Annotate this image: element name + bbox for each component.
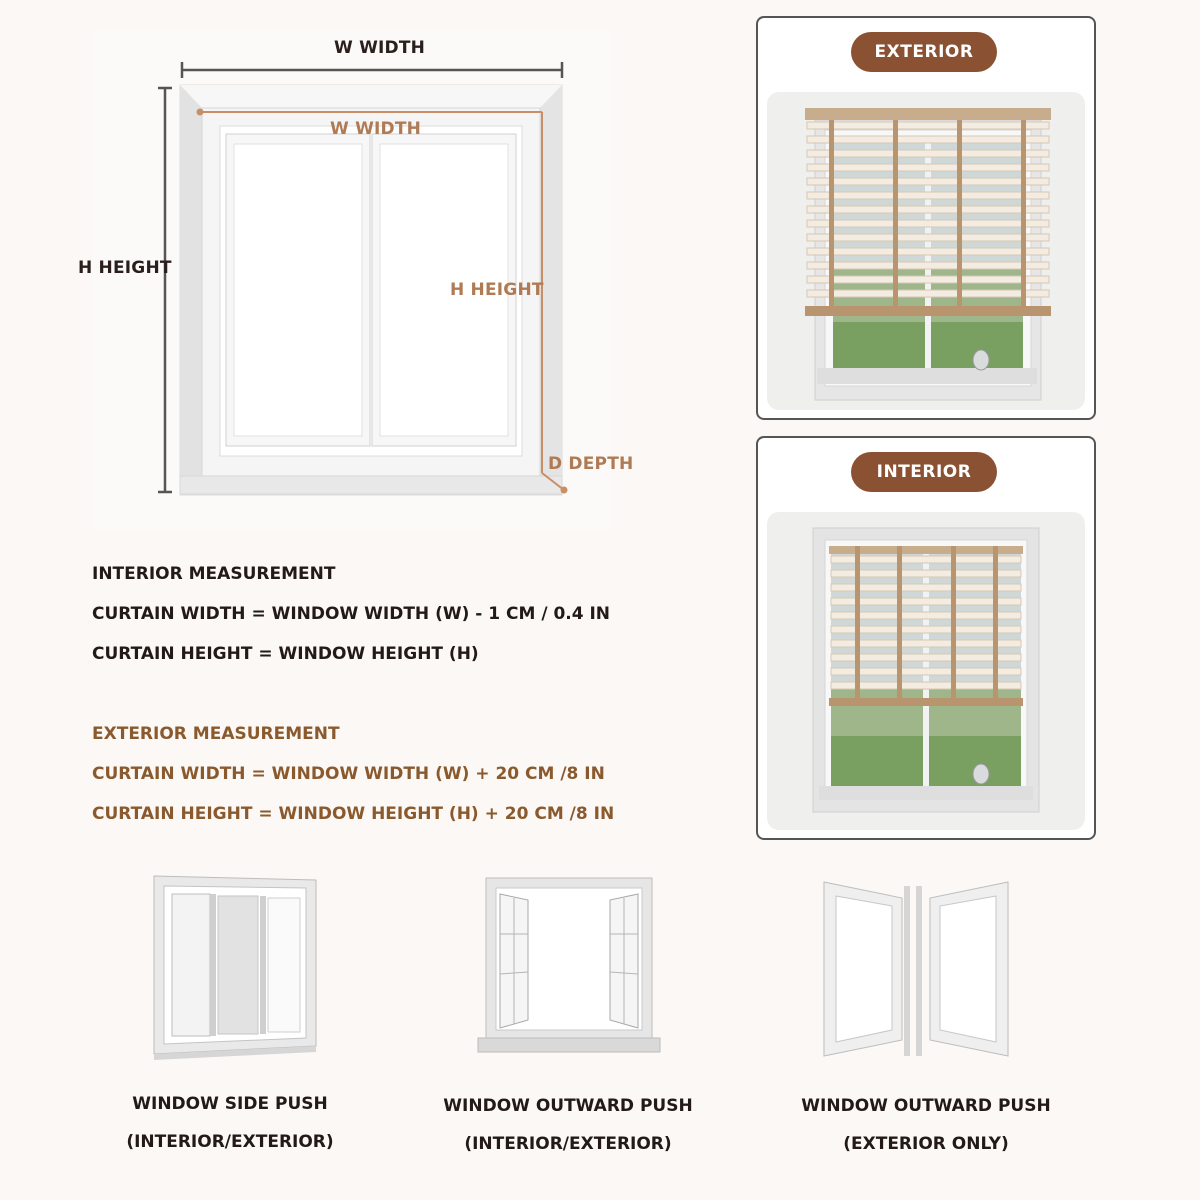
outward-push-caption-line2: (INTERIOR/EXTERIOR)	[464, 1134, 672, 1154]
outer-width-label: W WIDTH	[334, 38, 426, 58]
interior-width-formula: CURTAIN WIDTH = WINDOW WIDTH (W) - 1 CM / 0.4 IN	[92, 604, 611, 624]
depth-label: D DEPTH	[548, 454, 634, 474]
interior-panel	[756, 436, 1096, 840]
exterior-blind-photo	[767, 92, 1085, 410]
exterior-badge: EXTERIOR	[851, 32, 997, 72]
outward-push-caption	[418, 1096, 718, 1154]
inner-height-label: H HEIGHT	[450, 280, 544, 300]
interior-blind-photo	[767, 512, 1085, 830]
side-push-window-icon	[150, 870, 320, 1060]
side-push-caption-line2: (INTERIOR/EXTERIOR)	[126, 1132, 334, 1152]
outward-push-window-icon	[474, 872, 664, 1062]
interior-height-formula: CURTAIN HEIGHT = WINDOW HEIGHT (H)	[92, 644, 479, 664]
inner-width-label: W WIDTH	[330, 119, 422, 139]
outward-push-exterior-caption	[776, 1096, 1076, 1154]
exterior-measurement-title: EXTERIOR MEASUREMENT	[92, 724, 340, 744]
outer-height-label: H HEIGHT	[78, 258, 172, 278]
outward-push-exterior-caption-line1: WINDOW OUTWARD PUSH	[801, 1096, 1051, 1116]
exterior-width-formula: CURTAIN WIDTH = WINDOW WIDTH (W) + 20 CM /8 IN	[92, 764, 605, 784]
interior-measurement-title: INTERIOR MEASUREMENT	[92, 564, 336, 584]
exterior-height-formula: CURTAIN HEIGHT = WINDOW HEIGHT (H) + 20 CM /8 IN	[92, 804, 615, 824]
exterior-panel	[756, 16, 1096, 420]
side-push-caption-line1: WINDOW SIDE PUSH	[132, 1094, 328, 1114]
outward-push-caption-line1: WINDOW OUTWARD PUSH	[443, 1096, 693, 1116]
side-push-caption	[80, 1094, 380, 1152]
interior-badge: INTERIOR	[851, 452, 997, 492]
outward-push-exterior-caption-line2: (EXTERIOR ONLY)	[843, 1134, 1009, 1154]
outward-push-exterior-window-icon	[818, 874, 1014, 1064]
